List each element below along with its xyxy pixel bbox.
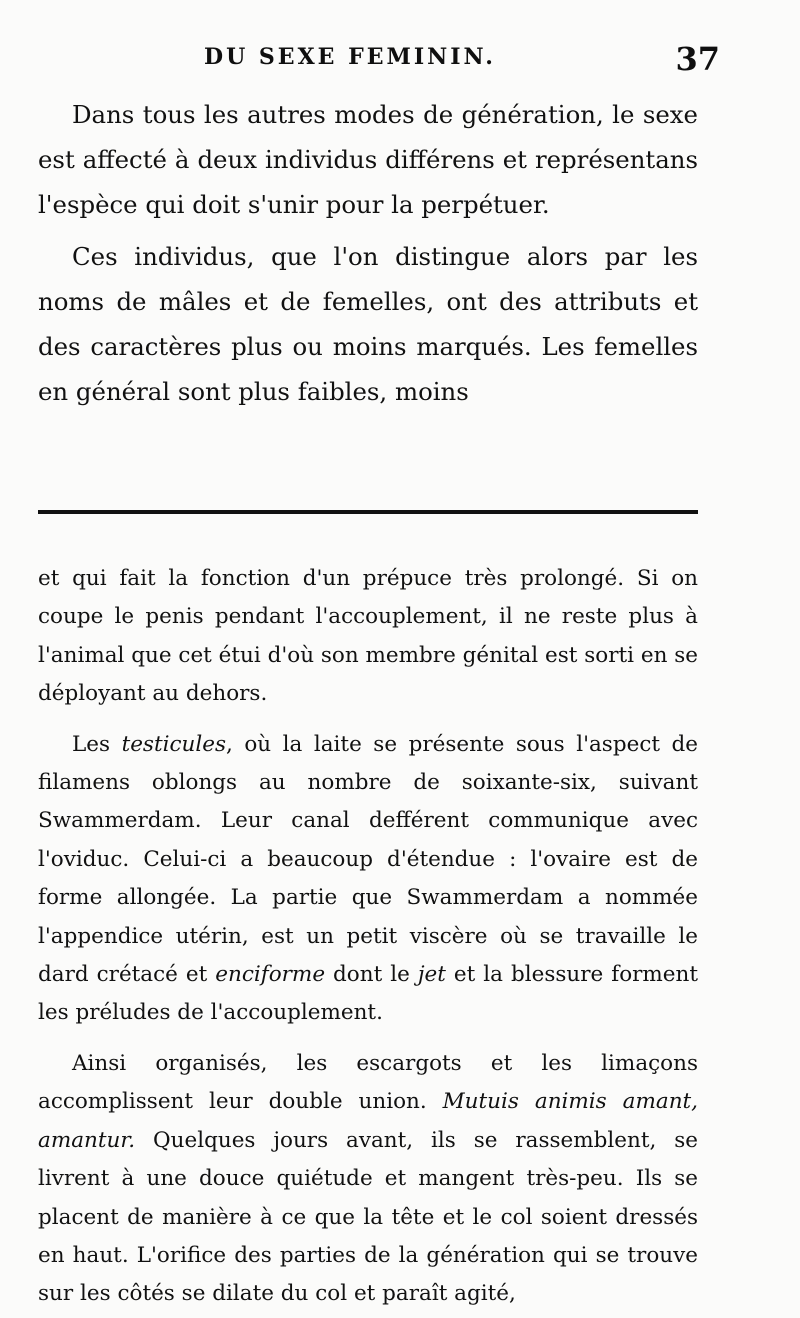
- note-p2-italic-testicules: testicules: [121, 731, 226, 757]
- page-number: 37: [675, 40, 720, 78]
- main-paragraph-2: Ces individus, que l'on distingue alors par les noms de mâles et de femelles, ont des attributs et des caractères plus ou moins marqués. Les femelles en général sont plus faibles, moins: [38, 241, 698, 407]
- note-paragraph-3: [38, 1045, 698, 1314]
- main-text: [38, 92, 698, 414]
- note-p2-text-a: Les: [72, 731, 122, 757]
- note-p2-italic-enciforme: enciforme: [215, 962, 326, 988]
- footnote-separator-rule: [38, 510, 698, 514]
- note-p3-text-c: Quelques jours avant, ils se rassemblent, se livrent à une douce quiétude et mangent très-peu. Ils se placent de manière à ce que la tête et le col soient dressés en haut. L'orifice des parties de la génération qui se trouve sur les côtés se dilate du col et paraît agité,: [38, 1127, 698, 1307]
- footnote-text: [38, 560, 698, 1314]
- note-p2-italic-jet: jet: [417, 962, 446, 988]
- main-paragraph-1: Dans tous les autres modes de génération, le sexe est affecté à deux individus différens et représentans l'espèce qui doit s'unir pour la perpétuer.: [38, 100, 698, 220]
- note-p2-text-g: et la blessure forment les préludes de l'accouplement.: [38, 962, 699, 1026]
- note-p3-text-a: Ainsi organisés, les escargots et les limaçons accomplissent leur double union.: [38, 1050, 698, 1115]
- note-p2-text-e: dont le: [325, 962, 418, 988]
- running-head: DU SEXE FEMININ.: [204, 44, 496, 70]
- note-p2-text-c: , où la laite se présente sous l'aspect de filamens oblongs au nombre de soixante-six, suivant Swammerdam. Leur canal defférent communique avec l'oviduc. Celui-ci a beaucoup d'étendue : l'ovaire est de forme allongée. La partie que Swammerdam a nommée l'appendice utérin, est un petit viscère où se travaille le dard crétacé et: [38, 731, 698, 988]
- note-paragraph-1: et qui fait la fonction d'un prépuce très prolongé. Si on coupe le penis pendant l'accouplement, il ne reste plus à l'animal que cet étui d'où son membre génital est sorti en se déployant au dehors.: [38, 566, 699, 707]
- note-paragraph-2: [38, 726, 698, 1033]
- page-header: [40, 40, 720, 84]
- note-p3-italic-latin: Mutuis animis amant, amantur.: [38, 1089, 699, 1153]
